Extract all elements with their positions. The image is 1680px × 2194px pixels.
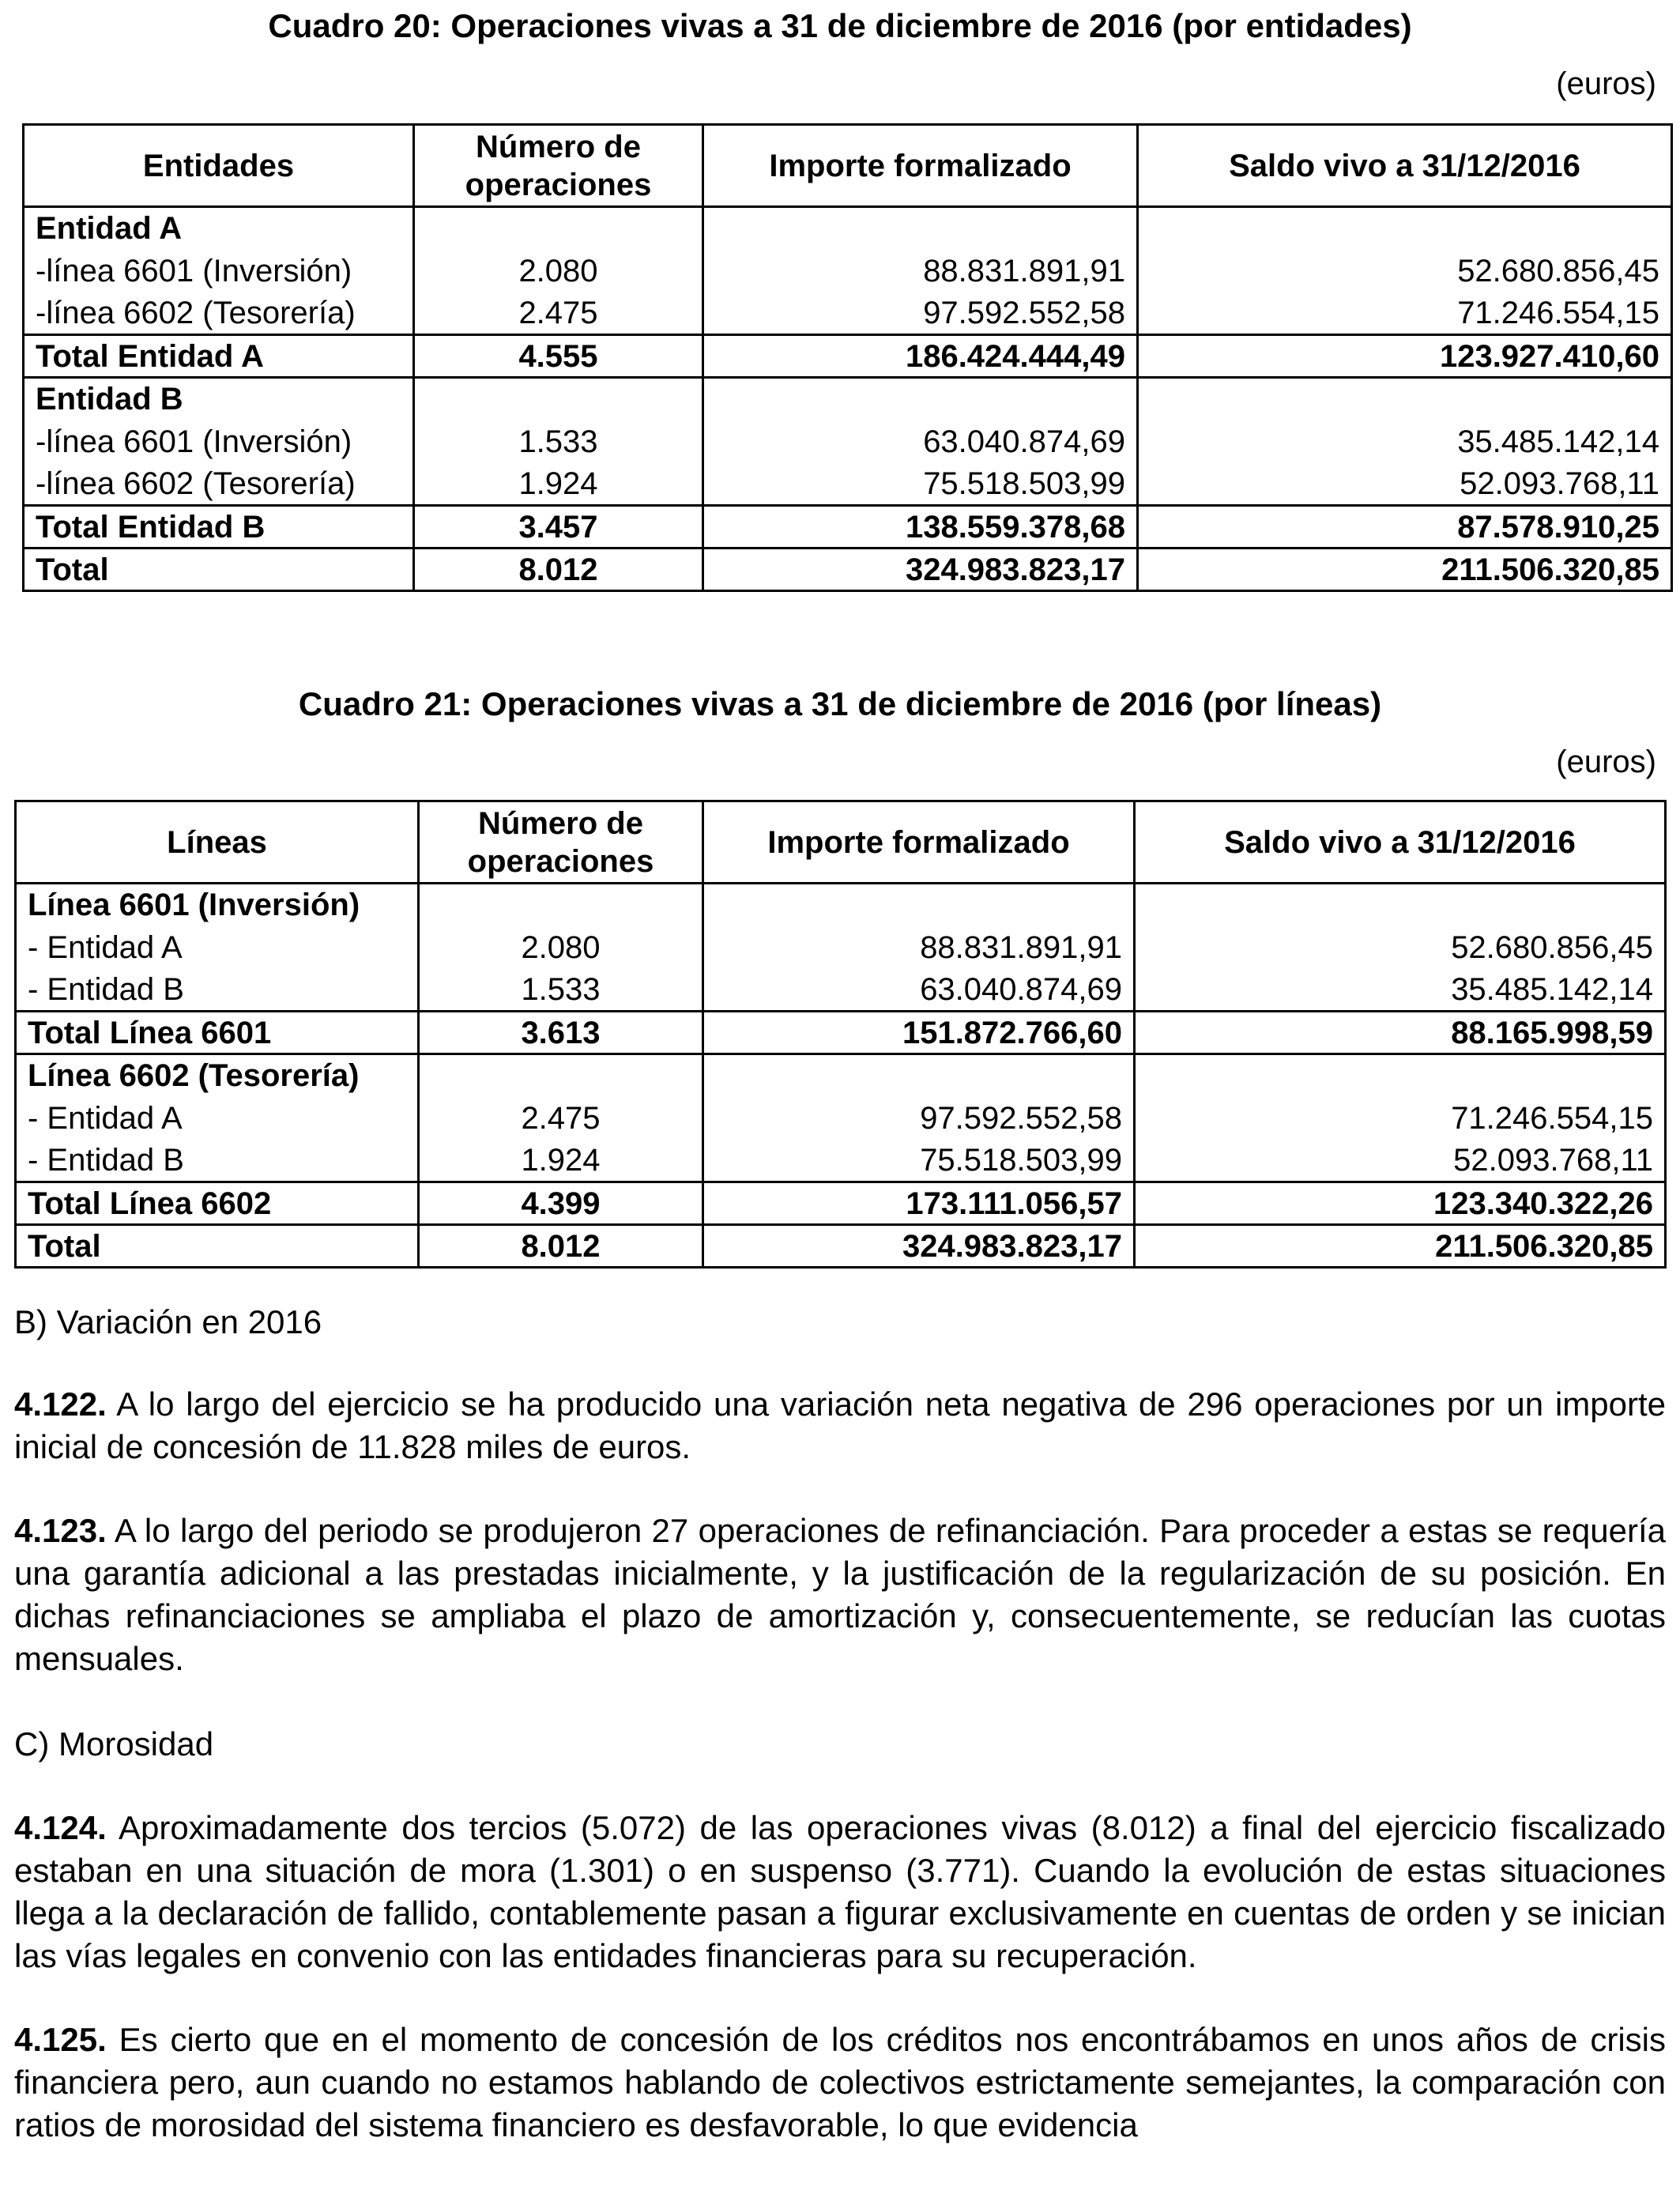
- table21-cell: 97.592.552,58: [703, 1097, 1135, 1140]
- table20-cell: [703, 378, 1138, 420]
- table21-row-body: [16, 1097, 1666, 1140]
- table21-row-total: [16, 1225, 1666, 1268]
- table20-cell: 63.040.874,69: [703, 420, 1138, 463]
- table20-cell: [1138, 378, 1672, 420]
- table20-row-body: [24, 420, 1672, 463]
- table21-cell: Total: [16, 1225, 419, 1268]
- table21-row-body: [16, 969, 1666, 1012]
- table21-cell: Total Línea 6601: [16, 1012, 419, 1054]
- table21-row-group: [16, 884, 1666, 926]
- table21-cell: Línea 6602 (Tesorería): [16, 1054, 419, 1097]
- table21-cell: 4.399: [419, 1182, 703, 1225]
- table21-cell: Línea 6601 (Inversión): [16, 884, 419, 926]
- table21-header-row: [16, 801, 1666, 884]
- paragraph-text: Aproximadamente dos tercios (5.072) de las operaciones vivas (8.012) a final del ejercicio fiscalizado estaban en una situación de mora (1.301) o en suspenso (3.771). Cuando la evolución de estas situaciones llega a la declaración de fallido, contablemente pasan a figurar exclusivamente en cuentas de orden y se inician las vías legales en convenio con las entidades financieras para su recuperación.: [14, 1809, 1666, 1974]
- table20-cell: -línea 6601 (Inversión): [24, 420, 414, 463]
- table21-row-body: [16, 926, 1666, 969]
- paragraph-4-123: [14, 1510, 1666, 1680]
- paragraph-4-122: [14, 1383, 1666, 1468]
- table20-row-body: [24, 292, 1672, 335]
- table21-row-total: [16, 1012, 1666, 1054]
- table21-cell: [419, 1054, 703, 1097]
- table20-cell: Total Entidad B: [24, 506, 414, 548]
- table20-cell: 35.485.142,14: [1138, 420, 1672, 463]
- table20-cell: 123.927.410,60: [1138, 335, 1672, 378]
- table21-cell: 211.506.320,85: [1135, 1225, 1666, 1268]
- table21-cell: 2.475: [419, 1097, 703, 1140]
- table20-cell: 97.592.552,58: [703, 292, 1138, 335]
- table21-row-group: [16, 1054, 1666, 1097]
- table20-header-row: [24, 125, 1672, 207]
- paragraph-text: Es cierto que en el momento de concesión de los créditos nos encontrábamos en unos años de crisis financiera pero, aun cuando no estamos hablando de colectivos estrictamente semejantes, la comparación con ratios de morosidad del sistema financiero es desfavorable, lo que evidencia: [14, 2021, 1666, 2143]
- table21-row-total: [16, 1182, 1666, 1225]
- table21-unit: (euros): [1556, 745, 1656, 779]
- paragraph-number: 4.122.: [14, 1385, 107, 1423]
- table21-cell: 88.831.891,91: [703, 926, 1135, 969]
- table20-cell: Entidad B: [24, 378, 414, 420]
- table20-row-group: [24, 378, 1672, 420]
- paragraph-text: A lo largo del periodo se produjeron 27 operaciones de refinanciación. Para proceder a estas se requería una garantía adicional a las prestadas inicialmente, y la justificación de la regularización de su posición. En dichas refinanciaciones se ampliaba el plazo de amortización y, consecuentemente, se reducían las cuotas mensuales.: [14, 1512, 1666, 1677]
- table21-row-body: [16, 1140, 1666, 1182]
- table20-cell: 2.080: [414, 250, 703, 292]
- table20-cell: 8.012: [414, 548, 703, 591]
- table20-title-number: Cuadro 20:: [268, 7, 442, 44]
- table20-cell: Total: [24, 548, 414, 591]
- table21-cell: - Entidad A: [16, 1097, 419, 1140]
- table21-cell: 63.040.874,69: [703, 969, 1135, 1012]
- table20-cell: 3.457: [414, 506, 703, 548]
- table21-cell: 75.518.503,99: [703, 1140, 1135, 1182]
- table20-header-entidades: Entidades: [24, 125, 414, 207]
- table21-cell: 324.983.823,17: [703, 1225, 1135, 1268]
- table20-unit: (euros): [1556, 66, 1656, 101]
- table20-cell: 87.578.910,25: [1138, 506, 1672, 548]
- table21-header-numero: Número de operaciones: [419, 801, 703, 884]
- table20-header-importe: Importe formalizado: [703, 125, 1138, 207]
- table21-cell: 1.533: [419, 969, 703, 1012]
- table21-cell: [1135, 1054, 1666, 1097]
- table21-cell: 2.080: [419, 926, 703, 969]
- table21-header-saldo: Saldo vivo a 31/12/2016: [1135, 801, 1666, 884]
- table20-cell: 52.680.856,45: [1138, 250, 1672, 292]
- table20-cell: 138.559.378,68: [703, 506, 1138, 548]
- table20-header-saldo: Saldo vivo a 31/12/2016: [1138, 125, 1672, 207]
- table20-cell: 1.533: [414, 420, 703, 463]
- table21-cell: Total Línea 6602: [16, 1182, 419, 1225]
- table21-cell: - Entidad B: [16, 969, 419, 1012]
- table21-cell: 71.246.554,15: [1135, 1097, 1666, 1140]
- table21-title-number: Cuadro 21:: [298, 685, 473, 722]
- table21-cell: - Entidad B: [16, 1140, 419, 1182]
- table21-cell: [419, 884, 703, 926]
- table20-row-total: [24, 335, 1672, 378]
- paragraph-number: 4.125.: [14, 2021, 107, 2058]
- table20-row-total: [24, 506, 1672, 548]
- table20-cell: [414, 207, 703, 250]
- table20-cell: [703, 207, 1138, 250]
- table21: [14, 800, 1667, 1269]
- paragraph-number: 4.124.: [14, 1809, 107, 1846]
- table20-row-group: [24, 207, 1672, 250]
- table20-cell: 75.518.503,99: [703, 463, 1138, 506]
- paragraph-4-124: [14, 1807, 1666, 1977]
- table20-cell: 324.983.823,17: [703, 548, 1138, 591]
- table21-cell: 3.613: [419, 1012, 703, 1054]
- table20-cell: 71.246.554,15: [1138, 292, 1672, 335]
- table21-cell: [703, 884, 1135, 926]
- table21-header-lineas: Líneas: [16, 801, 419, 884]
- table20-cell: -línea 6602 (Tesorería): [24, 463, 414, 506]
- table21-cell: 1.924: [419, 1140, 703, 1182]
- table21-cell: - Entidad A: [16, 926, 419, 969]
- table21-cell: 35.485.142,14: [1135, 969, 1666, 1012]
- table21-cell: 88.165.998,59: [1135, 1012, 1666, 1054]
- table20-cell: Entidad A: [24, 207, 414, 250]
- table21-cell: 52.093.768,11: [1135, 1140, 1666, 1182]
- table20-row-total: [24, 548, 1672, 591]
- table20-cell: -línea 6601 (Inversión): [24, 250, 414, 292]
- table20-title: [0, 9, 1680, 43]
- table20-cell: 88.831.891,91: [703, 250, 1138, 292]
- table21-cell: 8.012: [419, 1225, 703, 1268]
- table20-title-text: Operaciones vivas a 31 de diciembre de 2016 (por entidades): [441, 7, 1412, 44]
- table20-header-numero: Número de operaciones: [414, 125, 703, 207]
- paragraph-text: A lo largo del ejercicio se ha producido una variación neta negativa de 296 operaciones por un importe inicial de concesión de 11.828 miles de euros.: [14, 1385, 1666, 1465]
- table20-cell: [414, 378, 703, 420]
- table21-cell: 151.872.766,60: [703, 1012, 1135, 1054]
- table20-cell: -línea 6602 (Tesorería): [24, 292, 414, 335]
- table20-cell: 4.555: [414, 335, 703, 378]
- section-b-heading: B) Variación en 2016: [14, 1303, 322, 1340]
- table20-cell: 1.924: [414, 463, 703, 506]
- table20-row-body: [24, 463, 1672, 506]
- table21-cell: [703, 1054, 1135, 1097]
- table20-body: [24, 207, 1672, 591]
- table21-cell: 173.111.056,57: [703, 1182, 1135, 1225]
- table20-cell: 52.093.768,11: [1138, 463, 1672, 506]
- table20-row-body: [24, 250, 1672, 292]
- table20-cell: [1138, 207, 1672, 250]
- paragraph-4-125: [14, 2019, 1666, 2192]
- table21-cell: 52.680.856,45: [1135, 926, 1666, 969]
- table21-body: [16, 884, 1666, 1268]
- table20-cell: 211.506.320,85: [1138, 548, 1672, 591]
- table20-cell: 186.424.444,49: [703, 335, 1138, 378]
- table20-cell: Total Entidad A: [24, 335, 414, 378]
- table21-title: [0, 685, 1680, 722]
- table20-cell: 2.475: [414, 292, 703, 335]
- section-c-heading: C) Morosidad: [14, 1725, 214, 1762]
- table21-cell: 123.340.322,26: [1135, 1182, 1666, 1225]
- table21-header-importe: Importe formalizado: [703, 801, 1135, 884]
- table20: [22, 123, 1673, 592]
- paragraph-number: 4.123.: [14, 1512, 107, 1549]
- table21-title-text: Operaciones vivas a 31 de diciembre de 2016 (por líneas): [472, 685, 1382, 722]
- table21-cell: [1135, 884, 1666, 926]
